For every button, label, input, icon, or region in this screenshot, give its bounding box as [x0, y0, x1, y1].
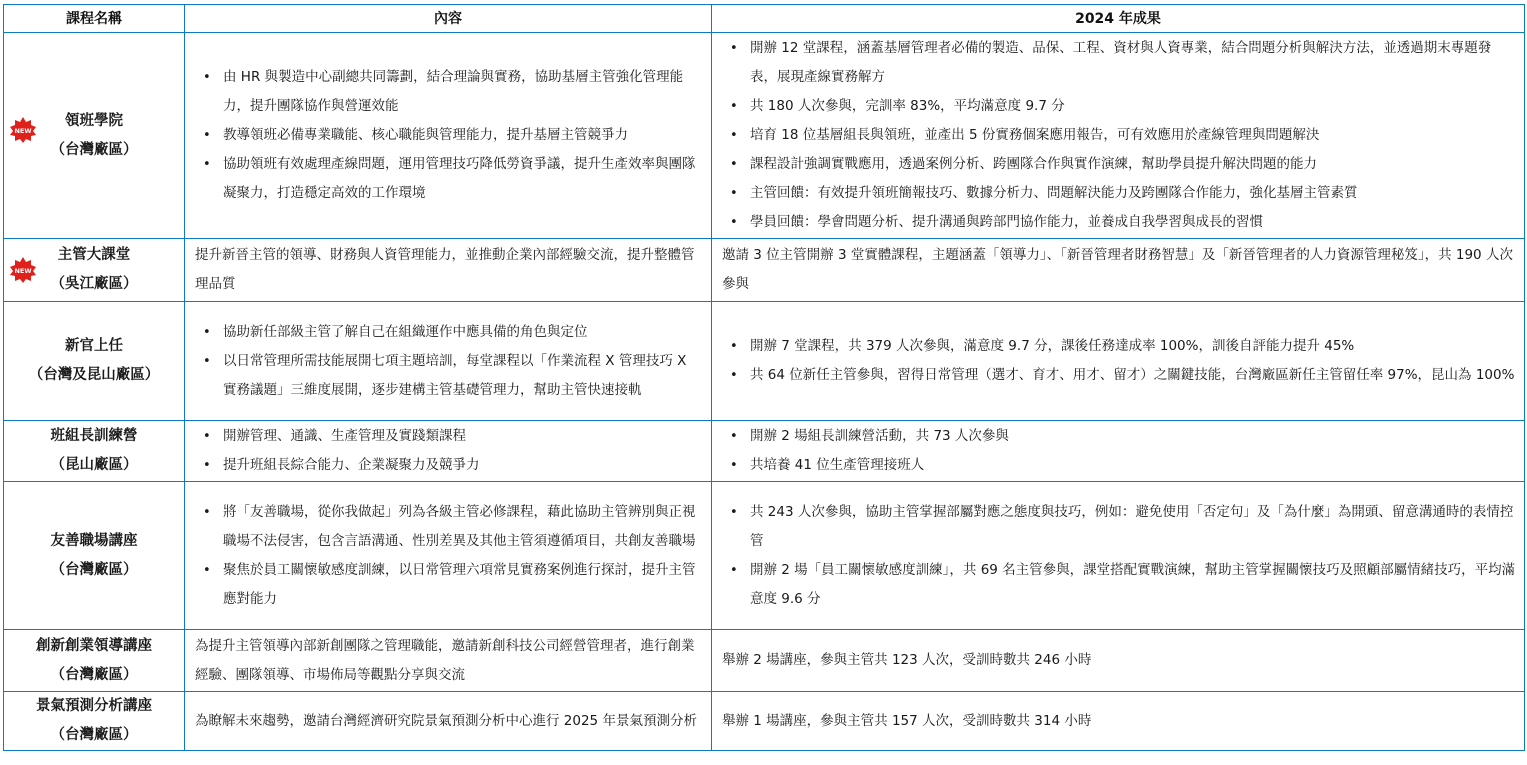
results-cell: 舉辦 2 場講座，參與主管共 123 人次，受訓時數共 246 小時	[712, 630, 1525, 692]
result-item: • 開辦 12 堂課程，涵蓋基層管理者必備的製造、品保、工程、資材與人資專業，結合問題分析與解決方法，並透過期末專題發表，展現產線實務解方	[722, 34, 1516, 92]
course-site: （台灣廠區）	[50, 666, 138, 683]
content-item: • 協助領班有效處理產線問題，運用管理技巧降低勞資爭議，提升生產效率與團隊凝聚力，打造穩定高效的工作環境	[195, 150, 703, 208]
results-cell	[712, 482, 1525, 630]
table-row	[4, 239, 1525, 302]
header-course-name: 課程名稱	[4, 5, 185, 33]
content-item: • 將「友善職場，從你我做起」列為各級主管必修課程，藉此協助主管辨別與正視職場不法侵害，包含言語溝通、性別差異及其他主管須遵循項目，共創友善職場	[195, 498, 703, 556]
table-row	[4, 482, 1525, 630]
result-item: • 培育 18 位基層組長與領班，並產出 5 份實務個案應用報告，可有效應用於產線管理與問題解決	[722, 121, 1516, 150]
course-name-cell	[4, 482, 185, 630]
result-item: • 課程設計強調實戰應用，透過案例分析、跨團隊合作與實作演練，幫助學員提升解決問題的能力	[722, 150, 1516, 179]
course-site: （台灣廠區）	[50, 141, 138, 158]
course-site: （台灣及昆山廠區）	[28, 367, 160, 383]
course-title: 主管大課堂	[57, 247, 131, 263]
svg-text:NEW: NEW	[14, 267, 32, 275]
course-name-cell	[4, 421, 185, 482]
result-item: • 學員回饋：學會問題分析、提升溝通與跨部門協作能力，並養成自我學習與成長的習慣	[722, 208, 1516, 237]
header-results-2024: 2024 年成果	[712, 5, 1525, 33]
content-cell: 為提升主管領導內部新創團隊之管理職能，邀請新創科技公司經營管理者，進行創業經驗、團隊領導、市場佈局等觀點分享與交流	[185, 630, 712, 692]
content-cell	[185, 33, 712, 239]
course-name-cell	[4, 692, 185, 751]
content-item: • 由 HR 與製造中心副總共同籌劃，結合理論與實務，協助基層主管強化管理能力，提升團隊協作與營運效能	[195, 63, 703, 121]
course-name-cell	[4, 302, 185, 421]
course-name-cell	[4, 33, 185, 239]
course-name-cell	[4, 630, 185, 692]
content-item: • 提升班組長綜合能力、企業凝聚力及競爭力	[195, 451, 703, 480]
result-item: • 共培養 41 位生產管理接班人	[722, 451, 1516, 480]
course-site: （台灣廠區）	[50, 561, 138, 578]
table-row	[4, 302, 1525, 421]
table-row	[4, 33, 1525, 239]
results-cell: 邀請 3 位主管開辦 3 堂實體課程，主題涵蓋「領導力」、「新晉管理者財務智慧」及「新晉管理者的人力資源管理秘笈」，共 190 人次參與	[712, 239, 1525, 302]
content-item: • 協助新任部級主管了解自己在組織運作中應具備的角色與定位	[195, 318, 703, 347]
result-item: • 開辦 7 堂課程，共 379 人次參與，滿意度 9.7 分，課後任務達成率 100%，訓後自評能力提升 45%	[722, 332, 1516, 361]
course-name-cell	[4, 239, 185, 302]
content-item: • 以日常管理所需技能展開七項主題培訓，每堂課程以「作業流程 X 管理技巧 X 實務議題」三維度展開，逐步建構主管基礎管理力，幫助主管快速接軌	[195, 347, 703, 405]
results-cell	[712, 302, 1525, 421]
content-cell	[185, 421, 712, 482]
result-item: • 開辦 2 場組長訓練營活動，共 73 人次參與	[722, 422, 1516, 451]
course-title: 新官上任	[65, 338, 123, 354]
results-cell	[712, 421, 1525, 482]
course-title: 領班學院	[65, 112, 123, 129]
content-item: • 聚焦於員工關懷敏感度訓練，以日常管理六項常見實務案例進行探討，提升主管應對能力	[195, 556, 703, 614]
result-item: • 共 64 位新任主管參與，習得日常管理（選才、育才、用才、留才）之關鍵技能，台灣廠區新任主管留任率 97%，昆山為 100%	[722, 361, 1516, 390]
course-site: （昆山廠區）	[50, 457, 138, 473]
content-cell: 提升新晉主管的領導、財務與人資管理能力，並推動企業內部經驗交流，提升整體管理品質	[185, 239, 712, 302]
course-site: （吳江廠區）	[50, 276, 138, 292]
svg-text:NEW: NEW	[14, 127, 32, 135]
new-badge-icon	[9, 116, 37, 144]
result-item: • 共 180 人次參與，完訓率 83%，平均滿意度 9.7 分	[722, 92, 1516, 121]
table-row	[4, 421, 1525, 482]
result-item: • 共 243 人次參與，協助主管掌握部屬對應之態度與技巧，例如：避免使用「否定句」及「為什麼」為開頭、留意溝通時的表情控管	[722, 498, 1516, 556]
course-title: 友善職場講座	[50, 532, 138, 549]
content-item: • 開辦管理、通識、生產管理及實踐類課程	[195, 422, 703, 451]
results-cell	[712, 33, 1525, 239]
content-item: • 教導領班必備專業職能、核心職能與管理能力，提升基層主管競爭力	[195, 121, 703, 150]
course-site: （台灣廠區）	[50, 727, 138, 743]
result-item: • 開辦 2 場「員工關懷敏感度訓練」，共 69 名主管參與，課堂搭配實戰演練，幫助主管掌握關懷技巧及照顧部屬情緒技巧，平均滿意度 9.6 分	[722, 556, 1516, 614]
new-badge-icon	[9, 256, 37, 284]
table-row	[4, 630, 1525, 692]
course-title: 景氣預測分析講座	[36, 698, 152, 714]
table-row	[4, 692, 1525, 751]
content-cell: 為瞭解未來趨勢，邀請台灣經濟研究院景氣預測分析中心進行 2025 年景氣預測分析	[185, 692, 712, 751]
results-cell: 舉辦 1 場講座，參與主管共 157 人次，受訓時數共 314 小時	[712, 692, 1525, 751]
header-content: 內容	[185, 5, 712, 33]
course-title: 創新創業領導講座	[36, 637, 152, 654]
content-cell	[185, 482, 712, 630]
result-item: • 主管回饋：有效提升領班簡報技巧、數據分析力、問題解決能力及跨團隊合作能力，強化基層主管素質	[722, 179, 1516, 208]
header-row	[4, 5, 1525, 33]
course-results-table	[3, 4, 1525, 751]
course-title: 班組長訓練營	[50, 428, 138, 444]
content-cell	[185, 302, 712, 421]
